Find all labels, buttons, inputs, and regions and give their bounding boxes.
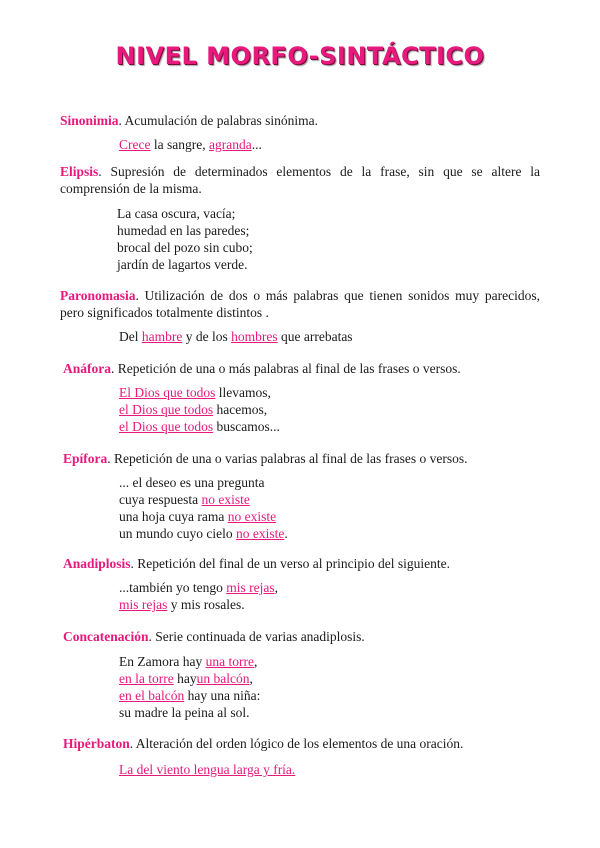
epifora-text: . Repetición de una o varias palabras al final de las frases o versos. <box>107 451 468 466</box>
verse-line: humedad en las paredes; <box>117 223 250 238</box>
elipsis-term: Elipsis <box>60 164 99 179</box>
highlight: La del viento lengua larga y fría. <box>119 762 296 777</box>
highlight: hombres <box>231 329 278 344</box>
verse-line: brocal del pozo sin cubo; <box>117 240 253 255</box>
text: que arrebatas <box>277 329 353 344</box>
highlight: mis rejas <box>226 580 275 595</box>
text: hacemos, <box>213 402 268 417</box>
text: , <box>274 580 278 595</box>
text: cuya respuesta <box>119 492 202 507</box>
text: la sangre, <box>150 137 209 152</box>
text: una hoja cuya rama <box>119 509 228 524</box>
text: buscamos... <box>213 419 280 434</box>
anafora-example <box>119 384 280 435</box>
elipsis-text: . Supresión de determinados elementos de la frase, sin que se altere la comprensión de la misma. <box>60 164 540 196</box>
hiperbaton-text: . Alteración del orden lógico de los elementos de una oración. <box>129 736 464 751</box>
concatenacion-text: . Serie continuada de varias anadiplosis. <box>148 629 365 644</box>
highlight: el Dios que todos <box>119 402 214 417</box>
highlight: El Dios que todos <box>119 385 216 400</box>
highlight: en el balcón <box>119 688 185 703</box>
highlight: Crece <box>119 137 151 152</box>
highlight: el Dios que todos <box>119 419 214 434</box>
anafora-term: Anáfora <box>63 361 111 376</box>
paronomasia-example <box>119 328 353 345</box>
anafora-definition <box>63 360 543 377</box>
concatenacion-example <box>119 653 260 721</box>
highlight: agranda <box>208 137 252 152</box>
highlight: en la torre <box>119 671 174 686</box>
text: , <box>249 671 253 686</box>
highlight: no existe <box>201 492 250 507</box>
text: ...también yo tengo <box>119 580 227 595</box>
hiperbaton-example <box>119 761 295 778</box>
anadiplosis-definition <box>63 555 543 572</box>
verse-line: ... el deseo es una pregunta <box>119 475 265 490</box>
anafora-text: . Repetición de una o más palabras al final de las frases o versos. <box>111 361 461 376</box>
highlight: no existe <box>227 509 277 524</box>
epifora-term: Epífora <box>63 451 108 466</box>
text: , <box>253 654 258 669</box>
highlight: hambre <box>141 329 183 344</box>
elipsis-example <box>117 205 253 273</box>
epifora-definition <box>63 450 543 467</box>
text: ... <box>251 137 262 152</box>
sinonimia-example <box>119 136 262 153</box>
sinonimia-text: . Acumulación de palabras sinónima. <box>118 113 318 128</box>
anadiplosis-text: . Repetición del final de un verso al principio del siguiente. <box>130 556 450 571</box>
highlight: una torre <box>205 654 254 669</box>
verse-line: su madre la peina al sol. <box>119 705 250 720</box>
text: llevamos, <box>215 385 271 400</box>
hiperbaton-definition <box>63 735 543 752</box>
text: Del <box>119 329 142 344</box>
text: y de los <box>182 329 232 344</box>
page-title: NIVEL MORFO-SINTÁCTICO <box>115 42 485 70</box>
elipsis-definition <box>60 163 540 197</box>
text: un mundo cuyo cielo <box>119 526 236 541</box>
anadiplosis-term: Anadiplosis <box>63 556 131 571</box>
text: En Zamora hay <box>119 654 206 669</box>
text: hay <box>173 671 197 686</box>
text: hay una niña: <box>184 688 261 703</box>
sinonimia-definition <box>60 112 540 129</box>
verse-line: jardín de lagartos verde. <box>117 257 248 272</box>
anadiplosis-example <box>119 579 278 613</box>
verse-line: La casa oscura, vacía; <box>117 206 236 221</box>
hiperbaton-term: Hipérbaton <box>63 736 130 751</box>
highlight: mis rejas <box>119 597 168 612</box>
concatenacion-term: Concatenación <box>63 629 149 644</box>
highlight: un balcón <box>196 671 250 686</box>
text: . <box>284 526 288 541</box>
concatenacion-definition <box>63 628 543 645</box>
paronomasia-term: Paronomasia <box>60 288 136 303</box>
highlight: no existe <box>235 526 285 541</box>
sinonimia-term: Sinonimia <box>60 113 119 128</box>
paronomasia-text: . Utilización de dos o más palabras que tienen sonidos muy parecidos, pero significados totalmente distintos . <box>60 288 540 320</box>
paronomasia-definition <box>60 287 540 321</box>
text: y mis rosales. <box>167 597 245 612</box>
epifora-example <box>119 474 288 542</box>
